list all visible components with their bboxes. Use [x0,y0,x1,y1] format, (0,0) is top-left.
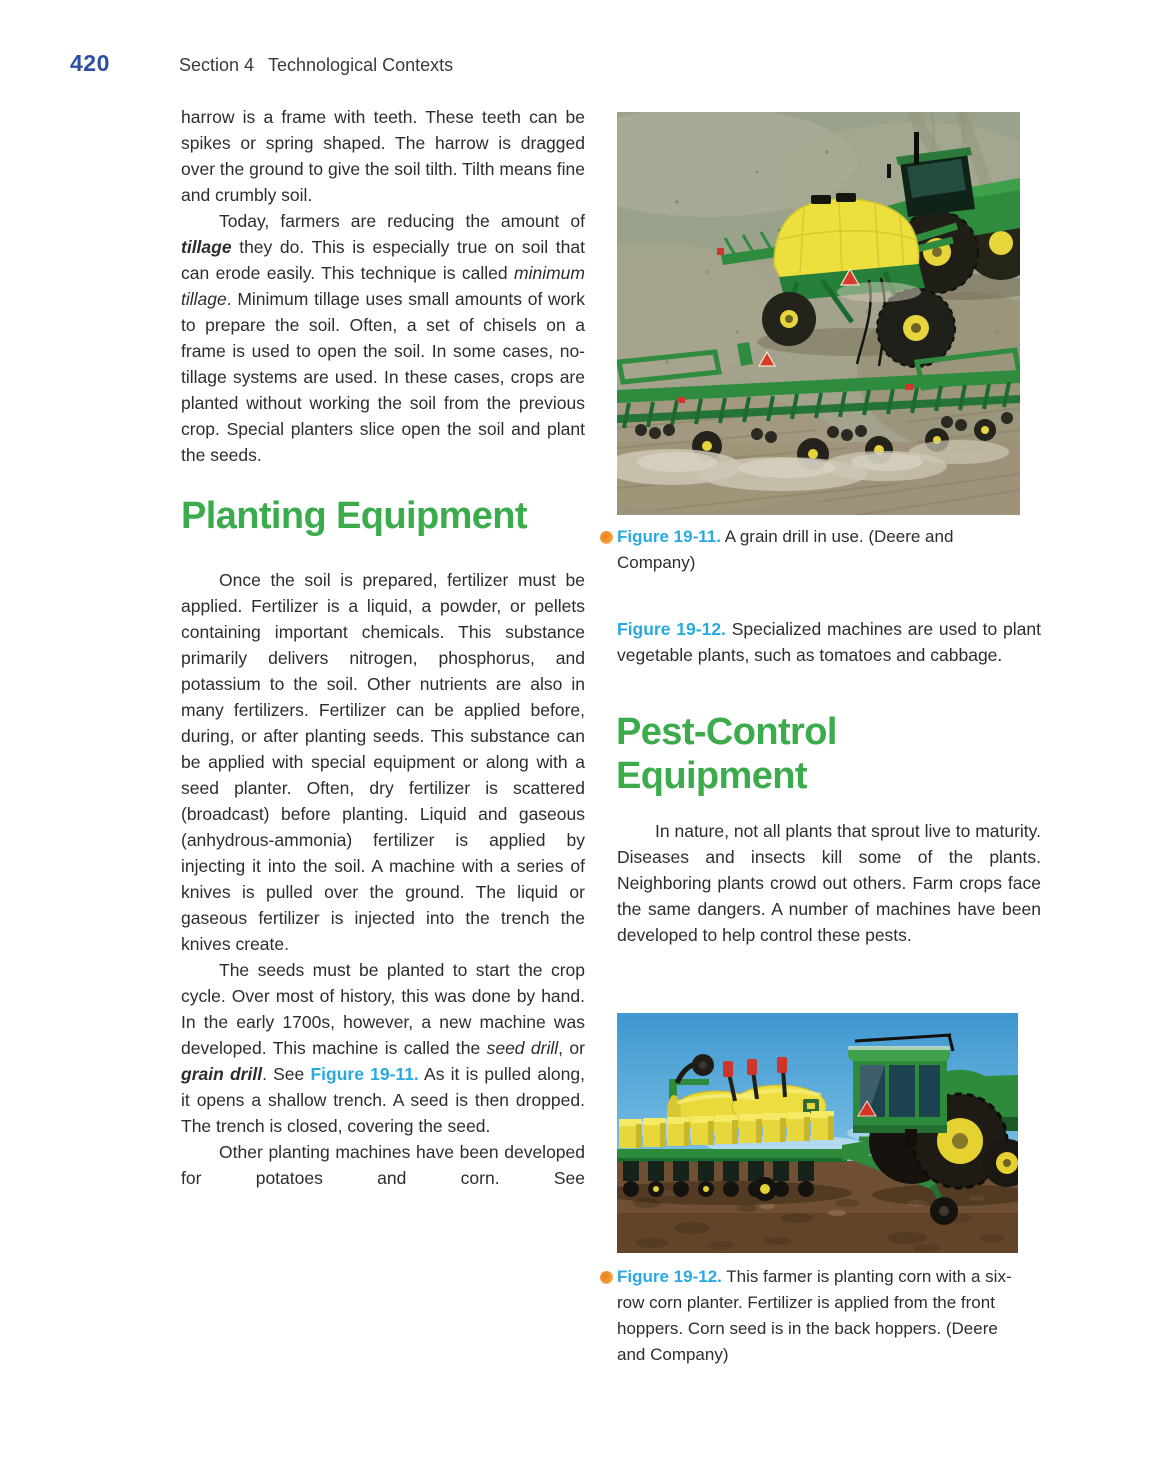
running-header-title: Technological Contexts [268,55,454,75]
figure-bullet-icon [600,1271,613,1284]
figure-19-12-note-text: Specialized machines are used to plant vegetable plants, such as tomatoes and cabbage. [617,619,1041,665]
term-seed-drill: seed drill [486,1038,559,1058]
figure-19-11-caption-text: A grain drill in use. (Deere and Company) [617,527,954,572]
term-tillage: tillage [181,237,232,257]
paragraph-text: they do. This is especially true on soil that can erode easily. This technique is called [181,237,585,283]
figure-19-12-note [617,616,1041,668]
figure-19-12-caption [617,1264,1029,1368]
paragraph-text: The seeds must be planted to start the crop cycle. Over most of history, this was done by hand. In the early 1700s, however, a new machine was developed. This machine is called the [181,960,585,1058]
paragraph-text: . Minimum tillage uses small amounts of work to prepare the soil. Often, a set of chisels on a frame is used to open the soil. In some cases, no-tillage systems are used. In these cases, crops are planted without working the soil from the previous crop. Special planters slice open the soil and plant the seeds. [181,289,585,465]
paragraph-tillage [181,208,585,468]
paragraph-pest-intro: In nature, not all plants that sprout live to maturity. Diseases and insects kill some of the plants. Neighboring plants crowd out others. Farm crops face the same dangers. A number of machines have been developed to help control these pests. [617,821,1041,945]
paragraph-seed-drill [181,957,585,1139]
heading-planting-equipment: Planting Equipment [181,495,527,537]
figure-19-11-reference: Figure 19-11. [310,1064,419,1084]
figure-19-12-caption-text: This farmer is planting corn with a six-row corn planter. Fertilizer is applied from the front hoppers. Corn seed is in the back hoppers. (Deere and Company) [617,1267,1012,1364]
paragraph-text: . See [262,1064,311,1084]
page-number: 420 [70,50,110,76]
term-grain-drill: grain drill [181,1064,263,1084]
figure-19-12-photo [617,1013,1018,1253]
paragraph-other-machines: Other planting machines have been developed for potatoes and corn. See [181,1142,585,1188]
figure-19-11-caption-label: Figure 19-11. [617,527,721,546]
term-minimum-tillage: minimum tillage [181,263,585,309]
figure-19-11-caption [617,524,1019,576]
figure-19-12-caption-label: Figure 19-12. [617,1267,722,1286]
left-column [181,104,585,1191]
paragraph-text: As it is pulled along, it opens a shallow trench. A seed is then dropped. The trench is closed, covering the seed. [181,1064,585,1136]
paragraph-text: , or [558,1038,585,1058]
paragraph-fertilizer: Once the soil is prepared, fertilizer must be applied. Fertilizer is a liquid, a powder, or pellets containing important chemicals. This substance primarily delivers nitrogen, phosphorus, and potassium to the soil. Other nutrients are also in many fertilizers. Fertilizer can be applied before, during, or after planting seeds. This substance can be applied with special equipment or along with a seed planter. Often, dry fertilizer is scattered (broadcast) before planting. Liquid and gaseous (anhydrous-ammonia) fertilizer is applied by injecting it into the soil. A machine with a series of knives is pulled over the ground. The liquid or gaseous fertilizer is injected into the trench the knives create. [181,570,585,954]
paragraph-text: Today, farmers are reducing the amount of [219,211,585,231]
figure-19-12-note-label: Figure 19-12. [617,619,726,639]
paragraph-harrow: harrow is a frame with teeth. These teeth can be spikes or spring shaped. The harrow is dragged over the ground to give the soil tilth. Tilth means fine and crumbly soil. [181,107,585,205]
running-header-section: Section 4 [179,55,255,75]
figure-19-11-photo [617,112,1020,515]
heading-pest-control-equipment: Pest-Control Equipment [616,711,837,797]
figure-bullet-icon [600,531,613,544]
